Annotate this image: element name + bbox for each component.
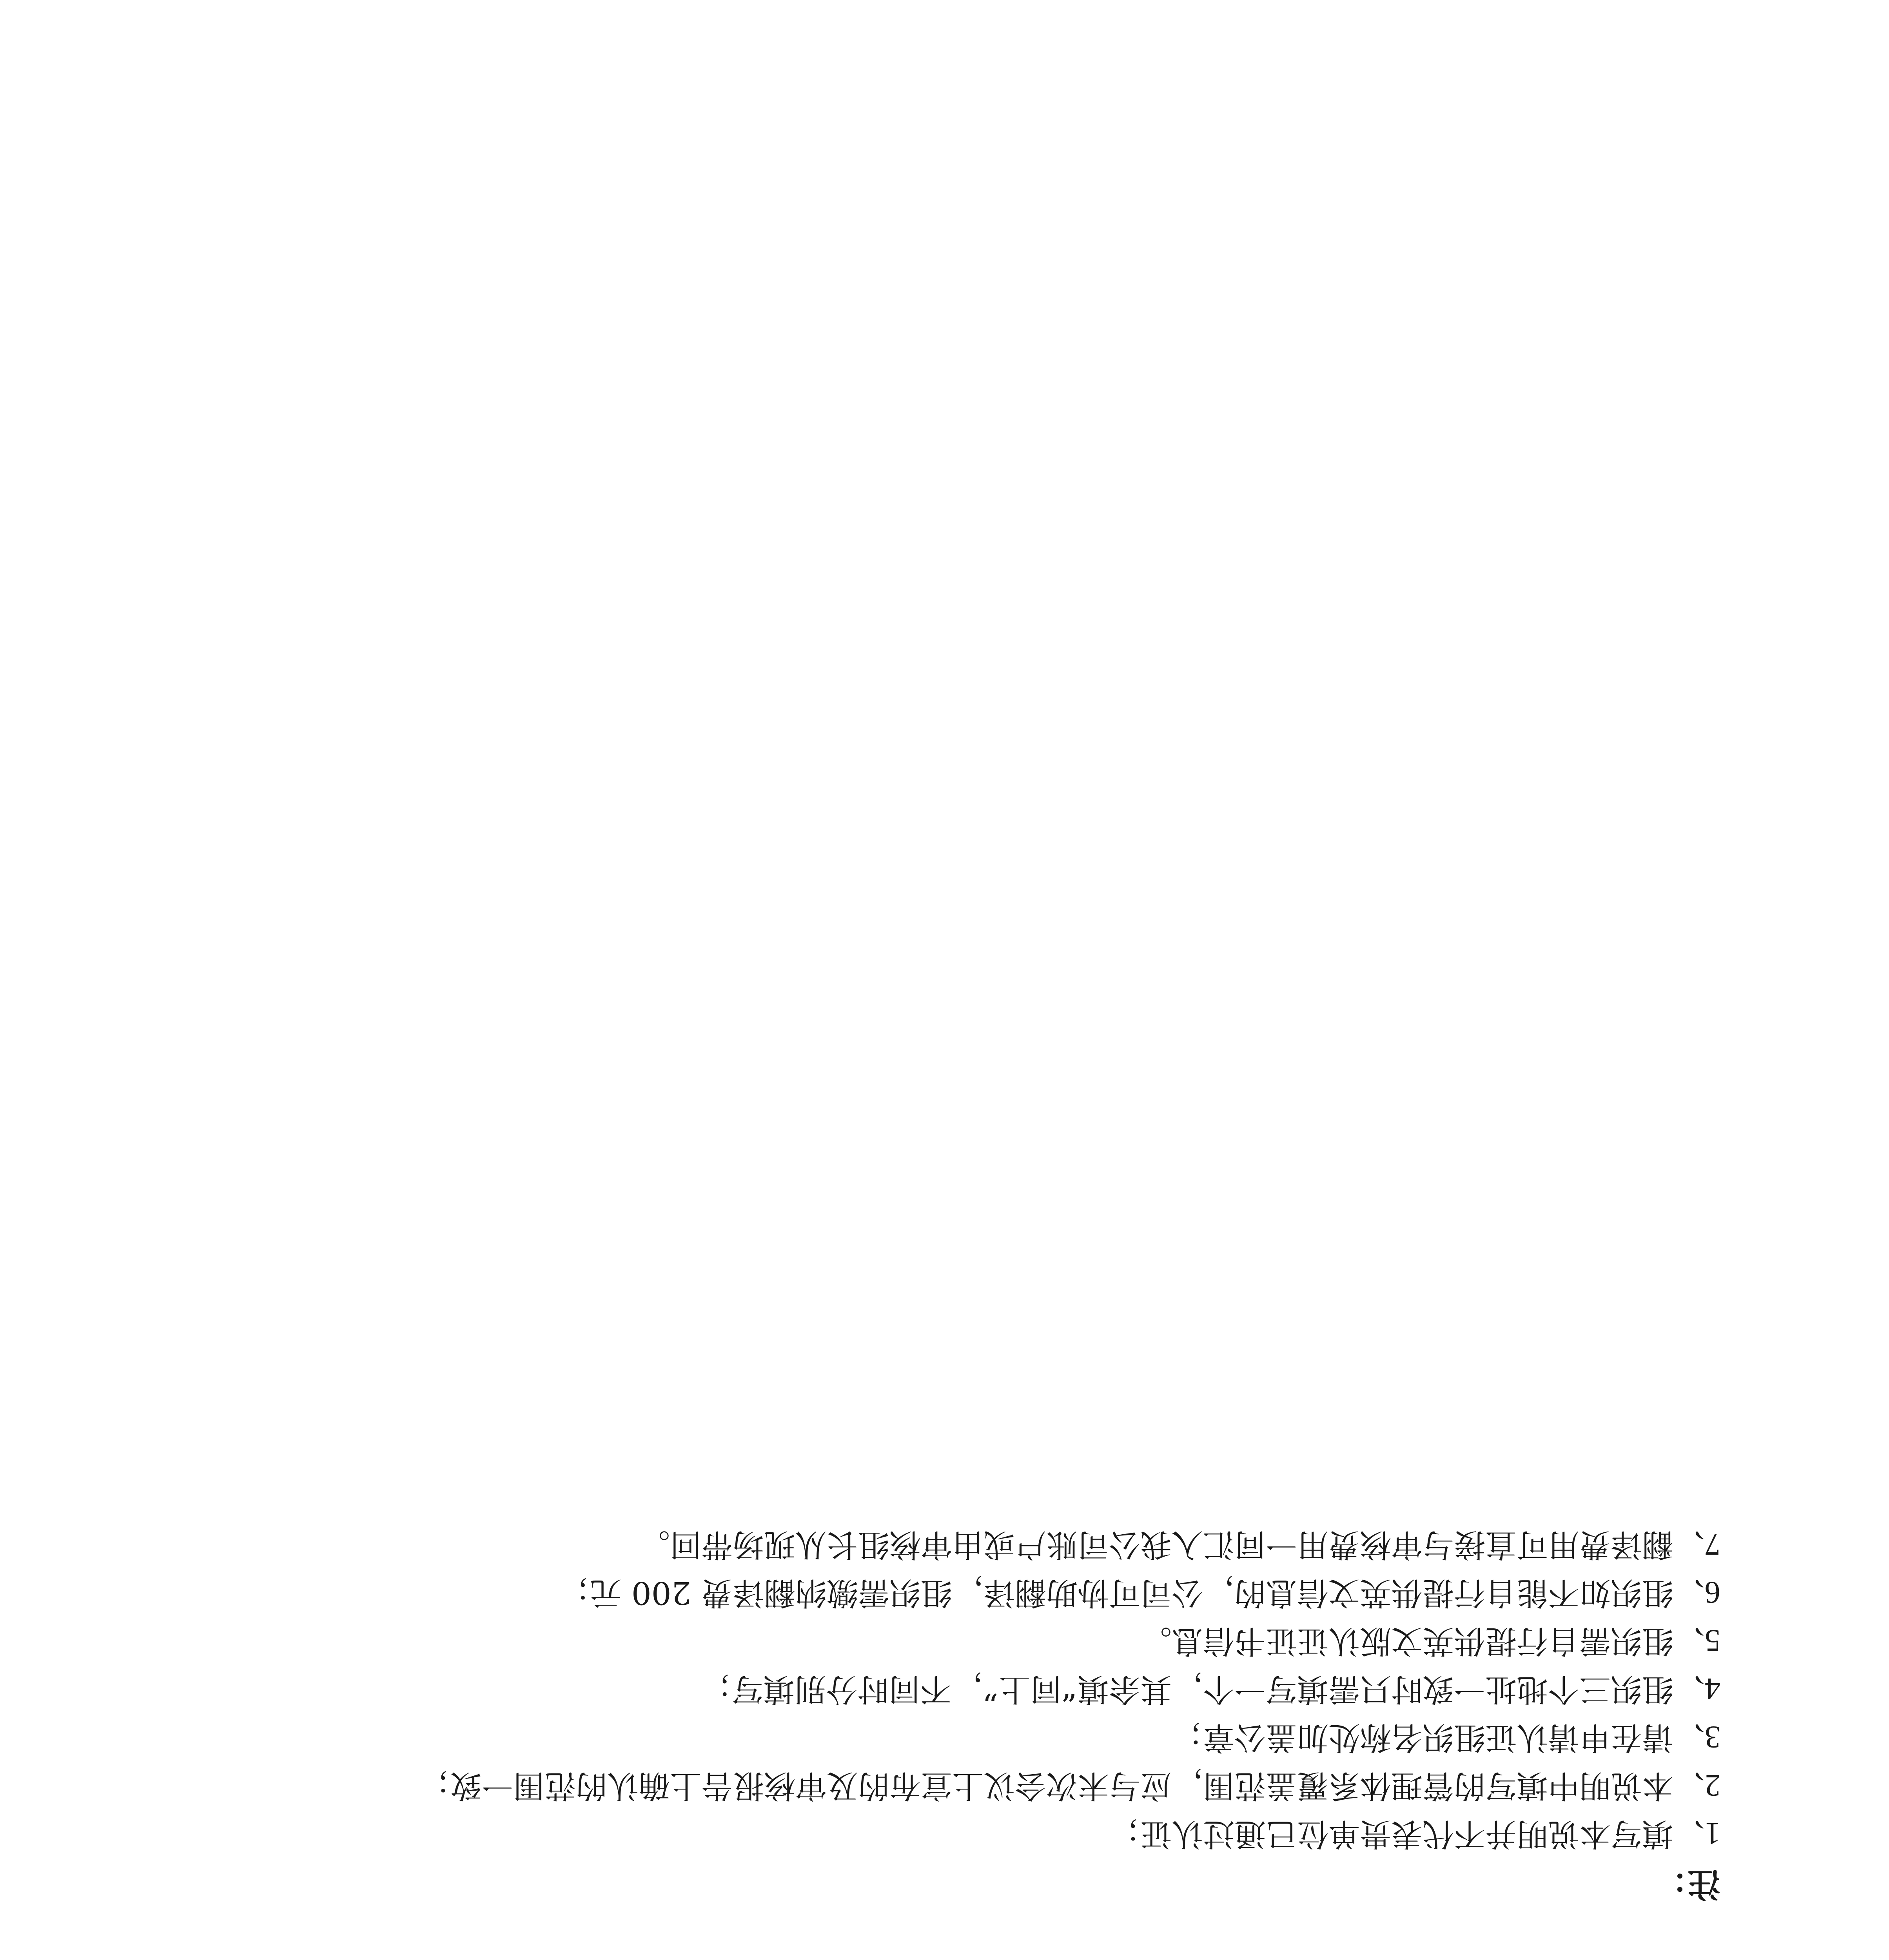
note-item: 3、请在申请认证组织名称处加盖公章； [1172,1719,1720,1756]
notes-section [160,1520,1720,1911]
note-item: 6、组织如不能自行提供英文信息的，公司可协助翻译，组织需缴纳翻译费 200 元； [559,1575,1720,1611]
note-item: 5、组织需自行提供英文版认证证书信息。 [1140,1623,1720,1659]
notes-title: 注： [1654,1865,1720,1904]
note-item: 2、本说明中填写的管理体系覆盖范围，应与末次会议上宣布的及审核报告上确认的范围一致； [419,1768,1720,1804]
note-item: 7、翻译费用可直接与审核费用一同汇入我公司账户或由审核组长从现场带回。 [639,1526,1720,1563]
note-item: 1、填写本说明并不代表贵单位已通过认证； [1109,1816,1720,1852]
note-item: 4、组织三个地址一致时只需填写一个，其余填“同上”，不同时分别填写； [700,1671,1720,1708]
